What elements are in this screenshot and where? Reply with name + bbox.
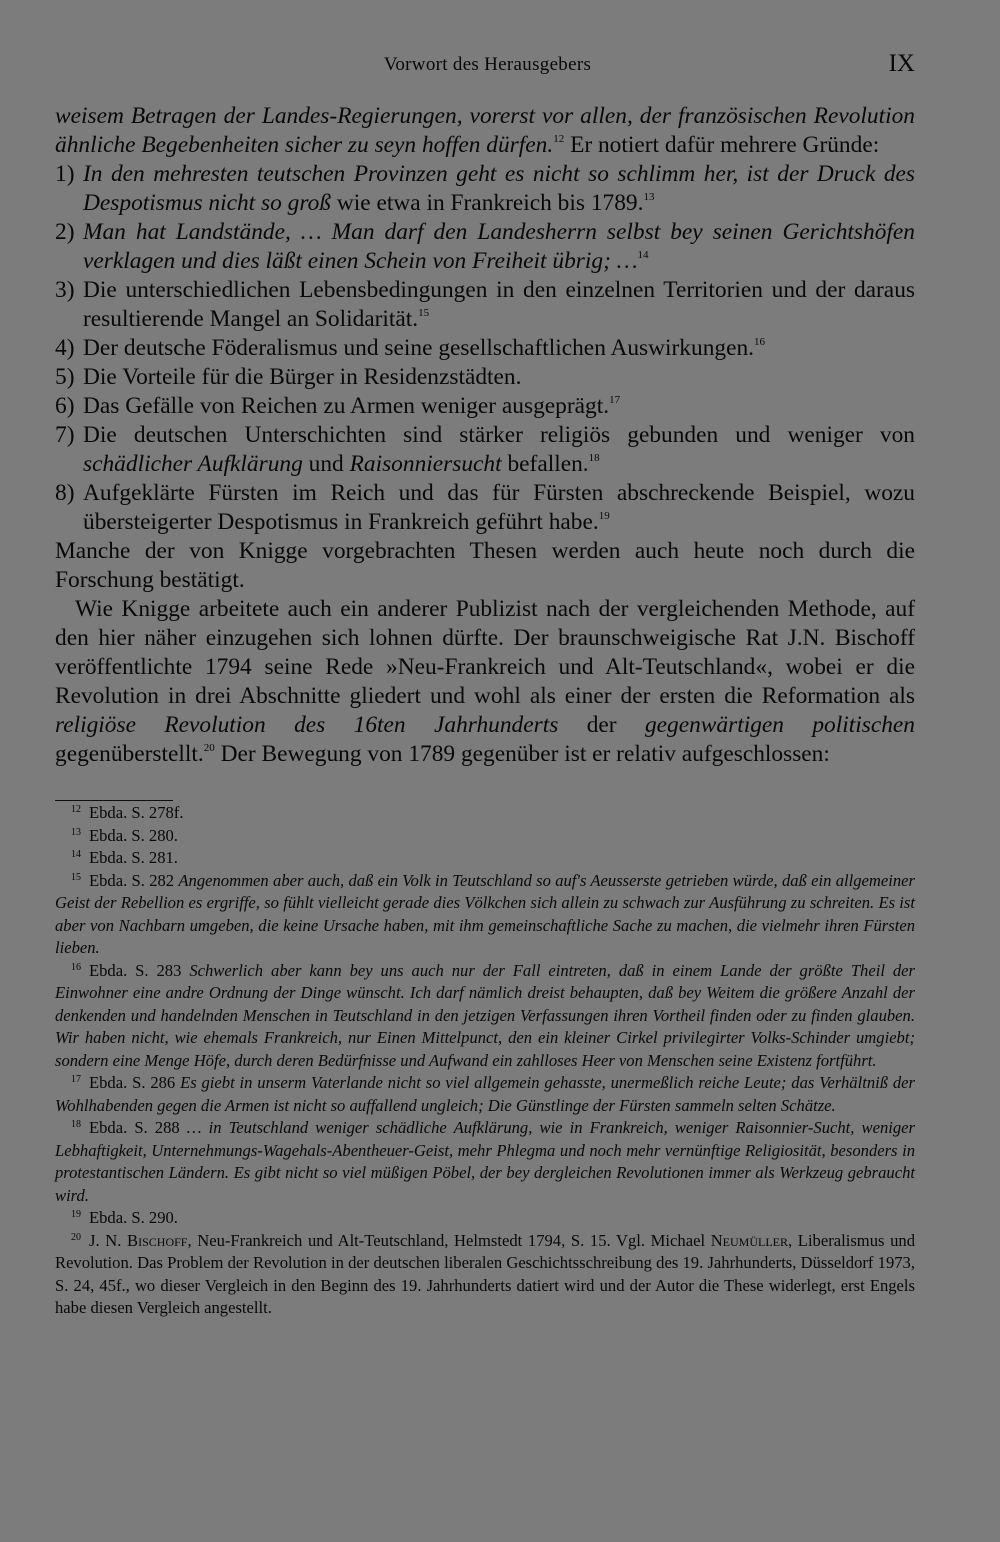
list-number: 1) bbox=[55, 161, 75, 187]
footnote-text: Ebda. S. 281. bbox=[89, 848, 178, 867]
list-number: 8) bbox=[55, 480, 75, 506]
footnote: 12 Ebda. S. 278f. bbox=[71, 803, 184, 822]
list-number: 7) bbox=[55, 422, 75, 448]
paragraph-text: Der Bewegung von 1789 gegenüber ist er relativ aufgeschlossen: bbox=[214, 741, 830, 767]
list-text: Aufgeklärte Fürsten im Reich und das für Fürsten abschreckende Beispiel, wozu übersteigerter Despotismus in Frankreich geführt habe. bbox=[83, 480, 915, 535]
list-item bbox=[55, 479, 915, 537]
footnote: 20 J. N. Bischoff, Neu-Frankreich und Alt-Teutschland, Helmstedt 1794, S. 15. Vgl. Michael Neumüller, Liberalismus und Revolution. Das Problem der Revolution in der deutschen liberalen Geschichtsschreibung des 19. Jahrhunderts, Düsseldorf 1973, S. 24, 45f., wo dieser Vergleich in den Beginn des 19. Jahrhunderts datiert wird und der Autor die These widerlegt, erst Engels habe diesen Vergleich angestellt. bbox=[55, 1230, 915, 1317]
list-text: Die Vorteile für die Bürger in Residenzstädten. bbox=[83, 364, 522, 390]
footnote-quote: Angenommen aber auch, daß ein Volk in Teutschland so auf's Aeusserste getrieben würde, daß ein allgemeiner Geist der Rebellion es ergriffe, so fühlt vielleicht gerade dies Völkchen sich allein zu schwach zur Ausführung zu schreiten. Es ist aber von Nachbarn umgeben, die keine Ursache haben, mit ihm gemeinschaftliche Sache zu machen, die vielmehr ihren Fürsten lieben. bbox=[55, 870, 915, 957]
footnote-text: Ebda. S. 288 bbox=[89, 1118, 187, 1137]
footnote-text: Ebda. S. 278f. bbox=[89, 803, 184, 822]
body-text bbox=[55, 102, 915, 769]
footnote-text: Ebda. S. 290. bbox=[89, 1208, 178, 1227]
paragraph-text: der bbox=[558, 712, 645, 738]
footnote-quote: Es giebt in unserm Vaterlande nicht so viel allgemein gehasste, unermeßlich reiche Leute; das Verhältniß der Wohlhabenden gegen die Armen ist nicht so auffallend ungleich; Die Günstlinge der Fürsten sammeln selten Schätze. bbox=[55, 1073, 915, 1115]
footnote: 16 Ebda. S. 283 Schwerlich aber kann bey uns auch nur der Fall eintreten, daß in einem Lande der größte Theil der Einwohner eine andre Ordnung der Dinge wünscht. Ich darf nämlich dreist behaupten, daß bey Weitem die größere Anzahl der denkenden und handelnden Menschen in Teutschland in den jetzigen Verfassungen ihren Vortheil finden oder zu finden glauben. Wir haben nicht, wie ehemals Frankreich, nur Einen Mittelpunct, den ein kleiner Cirkel privilegirter Volks-Schinder umgiebt; sondern eine Menge Höfe, durch deren Bedürfnisse und Aufwand ein zahlloses Heer von Menschen seine Existenz fortführt. bbox=[55, 960, 915, 1070]
author-name: Neumüller bbox=[710, 1230, 789, 1250]
footnote-ref: 15 bbox=[418, 307, 430, 319]
list-quote: Man hat Landstände, … Man darf den Landesherrn selbst bey seinen Gerichtshöfen verklagen und dies läßt einen Schein von Freiheit übrig; … bbox=[83, 219, 915, 274]
list-item bbox=[55, 334, 915, 363]
footnote: 15 Ebda. S. 282 Angenommen aber auch, daß ein Volk in Teutschland so auf's Aeusserste getrieben würde, daß ein allgemeiner Geist der Rebellion es ergriffe, so fühlt vielleicht gerade dies Völkchen sich allein zu schwach zur Ausführung zu schreiten. Es ist aber von Nachbarn umgeben, die keine Ursache haben, mit ihm gemeinschaftliche Sache zu machen, die vielmehr ihren Fürsten lieben. bbox=[55, 870, 915, 957]
list-text: befallen. bbox=[501, 451, 589, 477]
footnote-quote: Schwerlich aber kann bey uns auch nur der Fall eintreten, daß in einem Lande der größte Theil der Einwohner eine andre Ordnung der Dinge wünscht. Ich darf nämlich dreist behaupten, daß bey Weitem die größere Anzahl der denkenden und handelnden Menschen in Teutschland in den jetzigen Verfassungen ihren Vortheil finden oder zu finden glauben. Wir haben nicht, wie ehemals Frankreich, nur Einen Mittelpunct, den ein kleiner Cirkel privilegirter Volks-Schinder umgiebt; sondern eine Menge Höfe, durch deren Bedürfnisse und Aufwand ein zahlloses Heer von Menschen seine Existenz fortführt. bbox=[55, 960, 915, 1070]
footnote-ref: 17 bbox=[609, 394, 621, 406]
paragraph bbox=[55, 595, 915, 769]
footnote: 14 Ebda. S. 281. bbox=[71, 848, 178, 867]
list-item bbox=[55, 276, 915, 334]
footnote-text: Ebda. S. 283 bbox=[89, 960, 190, 980]
running-head-title: Vorwort des Herausgebers bbox=[383, 54, 592, 75]
author-name: Bischoff bbox=[127, 1230, 188, 1250]
list-item bbox=[55, 363, 915, 392]
footnote-ref: 13 bbox=[643, 191, 655, 203]
intro-text: Er notiert dafür mehrere Gründe: bbox=[564, 132, 880, 158]
list-item bbox=[55, 218, 915, 276]
reasons-list bbox=[55, 160, 915, 537]
paragraph-quote: religiöse Revolution des 16ten Jahrhunderts bbox=[55, 712, 559, 738]
intro-quote: weisem Betragen der Landes-Regierungen, vorerst vor allen, der französischen Revolution ähnliche Begebenheiten sicher zu seyn hoffen dürfen. bbox=[55, 103, 915, 158]
footnote-text: , Liberalismus und Revolution. Das Problem der Revolution in der deutschen liberalen Geschichtsschreibung des 19. Jahrhunderts, Düsseldorf 1973, S. 24, 45f., wo dieser Vergleich in den Beginn des 19. Jahrhunderts datiert wird und der Autor die These widerlegt, erst Engels habe diesen Vergleich angestellt. bbox=[55, 1230, 915, 1317]
footnote-ref: 12 bbox=[553, 133, 565, 145]
footnote-ref: 14 bbox=[637, 249, 649, 261]
paragraph-text: gegenüberstellt. bbox=[55, 741, 204, 767]
footnote-ref: 20 bbox=[203, 742, 215, 754]
footnote-ref: 18 bbox=[588, 452, 600, 464]
list-number: 6) bbox=[55, 393, 75, 419]
list-text: Die deutschen Unterschichten sind stärker religiös gebunden und weniger von bbox=[83, 422, 915, 448]
footnote-ref: 16 bbox=[754, 336, 766, 348]
footnote: 13 Ebda. S. 280. bbox=[71, 825, 178, 845]
list-text: und bbox=[302, 451, 350, 477]
intro-paragraph bbox=[55, 102, 915, 160]
footnote-separator bbox=[55, 800, 173, 801]
footnote: 19 Ebda. S. 290. bbox=[71, 1208, 178, 1227]
footnote: 18 Ebda. S. 288 … in Teutschland weniger schädliche Aufklärung, wie in Frankreich, weniger Raisonnier-Sucht, weniger Lebhaftigkeit, Unternehmungs-Wagehals-Abentheuer-Geist, mehr Phlegma und noch mehr vernünftige Religiosität, besonders in protestantischen Ländern. Es gibt nicht so viel müßigen Pöbel, der bey dergleichen Revolutionen immer als Werkzeug gebraucht wird. bbox=[55, 1118, 915, 1205]
footnote-text: Ebda. S. 286 bbox=[89, 1073, 181, 1092]
list-item bbox=[55, 421, 915, 479]
list-text: Die unterschiedlichen Lebensbedingungen in den einzelnen Territorien und der daraus resultierende Mangel an Solidarität. bbox=[83, 277, 915, 332]
list-quote: In den mehresten teutschen Provinzen geht es nicht so schlimm her, ist der Druck des Despotismus nicht so groß bbox=[83, 161, 915, 216]
paragraph: Manche der von Knigge vorgebrachten Thesen werden auch heute noch durch die Forschung bestätigt. bbox=[55, 538, 915, 593]
footnote-quote: … in Teutschland weniger schädliche Aufklärung, wie in Frankreich, weniger Raisonnier-Sucht, weniger Lebhaftigkeit, Unternehmungs-Wagehals-Abentheuer-Geist, mehr Phlegma und noch mehr vernünftige Religiosität, besonders in protestantischen Ländern. Es gibt nicht so viel müßigen Pöbel, der bey dergleichen Revolutionen immer als Werkzeug gebraucht wird. bbox=[55, 1118, 915, 1205]
footnote-text: J. N. bbox=[89, 1230, 128, 1250]
list-number: 3) bbox=[55, 277, 75, 303]
footnote-text: , Neu-Frankreich und Alt-Teutschland, Helmstedt 1794, S. 15. Vgl. Michael bbox=[187, 1230, 711, 1250]
list-number: 2) bbox=[55, 219, 75, 245]
paragraph-quote: gegenwärtigen politischen bbox=[644, 712, 915, 738]
list-item bbox=[55, 160, 915, 218]
footnote-ref: 19 bbox=[598, 510, 610, 522]
list-quote: schädlicher Aufklärung bbox=[83, 451, 303, 477]
paragraph-text: Wie Knigge arbeitete auch ein anderer Publizist nach der vergleichenden Methode, auf den hier näher einzugehen sich lohnen dürfte. Der braunschweigische Rat J.N. Bischoff veröffentlichte 1794 seine Rede »Neu-Frankreich und Alt-Teutschland«, wobei er die Revolution in drei Abschnitte gliedert und wohl als einer der ersten die Reformation als bbox=[55, 596, 915, 709]
list-text: Der deutsche Föderalismus und seine gesellschaftlichen Auswirkungen. bbox=[83, 335, 755, 361]
running-header bbox=[60, 50, 915, 80]
page-number: IX bbox=[888, 50, 915, 77]
footnote-text: Ebda. S. 282 bbox=[89, 870, 179, 890]
footnote: 17 Ebda. S. 286 Es giebt in unserm Vaterlande nicht so viel allgemein gehasste, unermeßlich reiche Leute; das Verhältniß der Wohlhabenden gegen die Armen ist nicht so auffallend ungleich; Die Günstlinge der Fürsten sammeln selten Schätze. bbox=[55, 1073, 915, 1115]
list-text: wie etwa in Frankreich bis 1789. bbox=[331, 190, 644, 216]
list-number: 4) bbox=[55, 335, 75, 361]
list-quote: Raisonniersucht bbox=[349, 451, 502, 477]
list-text: Das Gefälle von Reichen zu Armen weniger ausgeprägt. bbox=[83, 393, 610, 419]
footnote-text: Ebda. S. 280. bbox=[89, 825, 178, 845]
list-number: 5) bbox=[55, 364, 75, 390]
footnotes bbox=[55, 802, 915, 1320]
list-item bbox=[55, 392, 915, 421]
